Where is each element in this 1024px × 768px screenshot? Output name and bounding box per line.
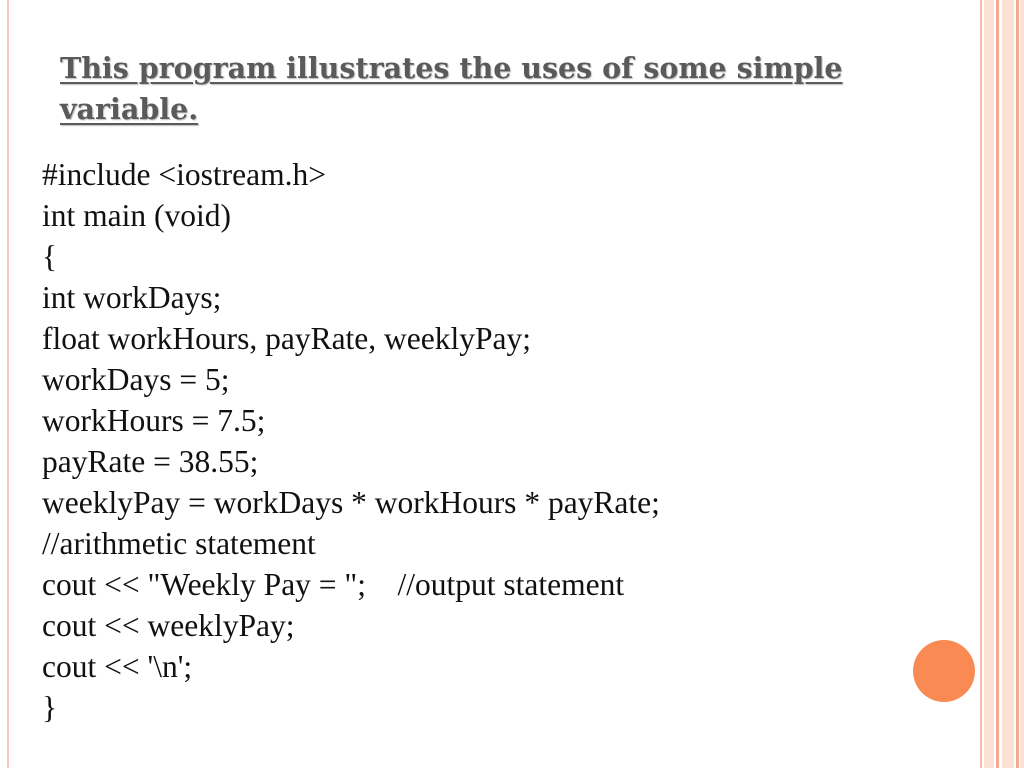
code-line: } bbox=[42, 690, 58, 725]
code-line: cout << "Weekly Pay = "; //output statement bbox=[42, 567, 625, 602]
left-border-line bbox=[7, 0, 9, 768]
stripe bbox=[1020, 0, 1024, 768]
code-line: workHours = 7.5; bbox=[42, 403, 266, 438]
stripe bbox=[984, 0, 994, 768]
code-line: float workHours, payRate, weeklyPay; bbox=[42, 321, 532, 356]
stripe bbox=[1002, 0, 1014, 768]
code-line: cout << weeklyPay; bbox=[42, 608, 295, 643]
code-block bbox=[42, 154, 660, 728]
right-decorative-stripes bbox=[980, 0, 1024, 768]
stripe bbox=[1016, 0, 1019, 768]
code-line: { bbox=[42, 239, 58, 274]
slide-title: This program illustrates the uses of some simple variable. bbox=[60, 51, 843, 126]
stripe bbox=[980, 0, 982, 768]
code-line: #include <iostream.h> bbox=[42, 157, 326, 192]
code-line: //arithmetic statement bbox=[42, 526, 316, 561]
code-line: int main (void) bbox=[42, 198, 231, 233]
stripe bbox=[996, 0, 999, 768]
code-line: cout << '\n'; bbox=[42, 649, 193, 684]
code-line: int workDays; bbox=[42, 280, 222, 315]
decorative-circle bbox=[913, 640, 975, 702]
code-line: workDays = 5; bbox=[42, 362, 230, 397]
code-line: weeklyPay = workDays * workHours * payRate; bbox=[42, 485, 660, 520]
code-line: payRate = 38.55; bbox=[42, 444, 259, 479]
